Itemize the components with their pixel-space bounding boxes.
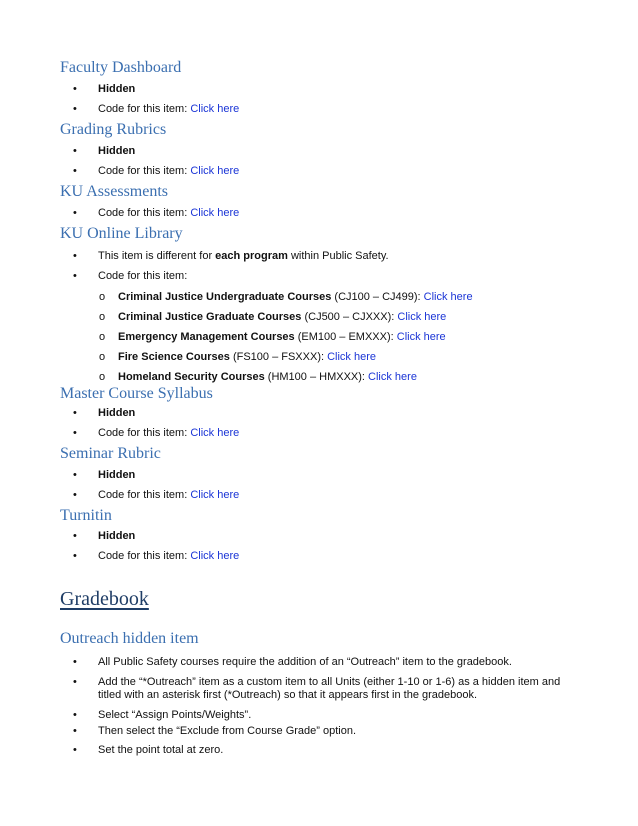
faculty-dashboard-link[interactable]: Click here	[190, 103, 240, 115]
sub-bullet: o	[99, 351, 106, 363]
ku-assessments-link[interactable]: Click here	[190, 207, 240, 219]
code-label: Code for this item:	[98, 103, 191, 115]
bullet: •	[73, 207, 77, 219]
note-text: This item is different for	[98, 250, 216, 262]
bullet: •	[73, 489, 77, 501]
heading-outreach-hidden-item: Outreach hidden item	[60, 630, 199, 647]
code-label: Code for this item:	[98, 165, 191, 177]
bullet: •	[73, 725, 77, 737]
bullet: •	[73, 709, 77, 721]
note-bold: each program	[215, 250, 288, 262]
bullet: •	[73, 145, 77, 157]
program-link[interactable]: Click here	[327, 351, 376, 363]
master-course-syllabus-link[interactable]: Click here	[190, 427, 240, 439]
bullet: •	[73, 744, 77, 756]
sub-bullet: o	[99, 291, 106, 303]
outreach-text: Select “Assign Points/Weights”.	[98, 709, 252, 721]
outreach-text: All Public Safety courses require the addition of an “Outreach” item to the gradebook.	[98, 656, 512, 668]
program-link[interactable]: Click here	[397, 311, 447, 323]
hidden-label: Hidden	[98, 469, 136, 481]
grading-rubrics-link[interactable]: Click here	[190, 165, 240, 177]
program-name: Criminal Justice Undergraduate Courses	[118, 291, 332, 303]
heading-faculty-dashboard: Faculty Dashboard	[60, 59, 182, 76]
bullet: •	[73, 250, 77, 262]
heading-grading-rubrics: Grading Rubrics	[60, 121, 167, 138]
hidden-label: Hidden	[98, 407, 136, 419]
heading-ku-online-library: KU Online Library	[60, 225, 183, 242]
sub-bullet: o	[99, 331, 106, 343]
program-link[interactable]: Click here	[396, 331, 446, 343]
program-range: (CJ100 – CJ499):	[331, 291, 424, 303]
hidden-label: Hidden	[98, 145, 136, 157]
outreach-text: Then select the “Exclude from Course Grade” option.	[98, 725, 357, 737]
program-name: Fire Science Courses	[118, 351, 230, 363]
bullet: •	[73, 656, 77, 668]
outreach-text: Add the “*Outreach” item as a custom item to all Units (either 1-10 or 1-6) as a hidden item and titled with an asterisk first (*Outreach) so that it appears first in the gradebook.	[98, 676, 561, 701]
program-range: (CJ500 – CJXXX):	[301, 311, 398, 323]
program-link[interactable]: Click here	[423, 291, 473, 303]
code-label: Code for this item:	[98, 207, 191, 219]
bullet: •	[73, 165, 77, 177]
hidden-label: Hidden	[98, 530, 136, 542]
hidden-label: Hidden	[98, 83, 136, 95]
heading-turnitin: Turnitin	[60, 507, 112, 524]
sub-bullet: o	[99, 371, 106, 383]
bullet: •	[73, 270, 77, 282]
program-link[interactable]: Click here	[368, 371, 417, 383]
seminar-rubric-link[interactable]: Click here	[190, 489, 240, 501]
heading-gradebook: Gradebook	[60, 588, 149, 610]
outreach-text: Set the point total at zero.	[98, 744, 224, 756]
program-range: (FS100 – FSXXX):	[229, 351, 328, 363]
turnitin-link[interactable]: Click here	[190, 550, 240, 562]
heading-ku-assessments: KU Assessments	[60, 183, 169, 200]
bullet: •	[73, 550, 77, 562]
bullet: •	[73, 530, 77, 542]
code-label: Code for this item:	[98, 270, 188, 282]
code-label: Code for this item:	[98, 427, 191, 439]
note-text-end: within Public Safety.	[287, 250, 389, 262]
code-label: Code for this item:	[98, 489, 191, 501]
bullet: •	[73, 83, 77, 95]
program-range: (HM100 – HMXXX):	[264, 371, 369, 383]
sub-bullet: o	[99, 311, 106, 323]
bullet: •	[73, 103, 77, 115]
code-label: Code for this item:	[98, 550, 191, 562]
program-range: (EM100 – EMXXX):	[294, 331, 397, 343]
bullet: •	[73, 469, 77, 481]
program-name: Homeland Security Courses	[118, 371, 265, 383]
heading-master-course-syllabus: Master Course Syllabus	[60, 385, 213, 402]
bullet: •	[73, 407, 77, 419]
bullet: •	[73, 427, 77, 439]
heading-seminar-rubric: Seminar Rubric	[60, 445, 161, 462]
program-name: Emergency Management Courses	[118, 331, 295, 343]
bullet: •	[73, 676, 77, 688]
program-name: Criminal Justice Graduate Courses	[118, 311, 302, 323]
